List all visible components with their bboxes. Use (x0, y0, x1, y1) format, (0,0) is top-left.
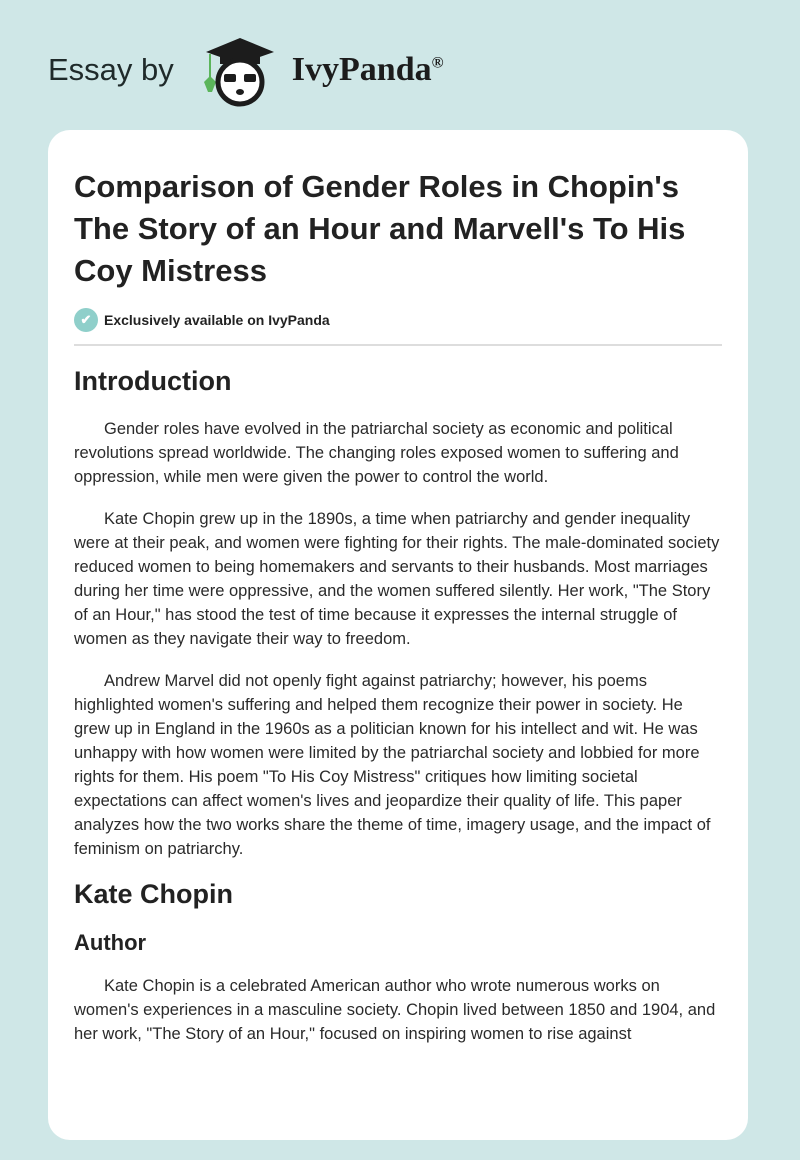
paragraph: Kate Chopin grew up in the 1890s, a time when patriarchy and gender inequality were at their peak, and women were fighting for their rights. The male-dominated society reduced women to being homemakers and servants to their husbands. Most marriages during her time were oppressive, and the women suffered silently. Her work, "The Story of an Hour," has stood the test of time because it expresses the internal struggle of women as they navigate their way to freedom. (74, 510, 720, 648)
paragraph: Gender roles have evolved in the patriarchal society as economic and political revolutions spread worldwide. The changing roles exposed women to suffering and oppression, while men were given the power to control the world. (74, 420, 679, 486)
essay-by-label: Essay by (48, 52, 174, 87)
section-heading: Kate Chopin (74, 879, 233, 909)
registered-mark: ® (431, 54, 444, 72)
site-header (48, 30, 444, 110)
subsection-heading: Author (74, 930, 147, 955)
paragraph: Andrew Marvel did not openly fight against patriarchy; however, his poems highlighted women's suffering and helped them recognize their power in society. He grew up in England in the 1960s as a politician known for his intellect and wit. He was unhappy with how women were limited by the patriarchal society and lobbied for more rights for them. His poem "To His Coy Mistress" critiques how limiting societal expectations can affect women's lives and jeopardize their quality of life. This paper analyzes how the two works share the theme of time, imagery usage, and the impact of feminism on patriarchy. (74, 672, 711, 858)
badge-text: Exclusively available on IvyPanda (104, 312, 330, 328)
brand-text: IvyPanda (291, 51, 432, 88)
brand-name[interactable] (292, 51, 444, 89)
panda-logo-icon[interactable] (194, 30, 284, 110)
exclusive-badge (74, 308, 722, 332)
essay-title: Comparison of Gender Roles in Chopin's The Story of an Hour and Marvell's To His Coy Mistress (74, 169, 686, 288)
paragraph: Kate Chopin is a celebrated American author who wrote numerous works on women's experiences in a masculine society. Chopin lived between 1850 and 1904, and her work, "The Story of an Hour," focused on inspiring women to rise against (74, 977, 716, 1043)
section-heading: Introduction (74, 366, 232, 396)
divider (74, 344, 722, 346)
essay-card (48, 130, 748, 1140)
check-icon: ✔ (74, 308, 98, 332)
